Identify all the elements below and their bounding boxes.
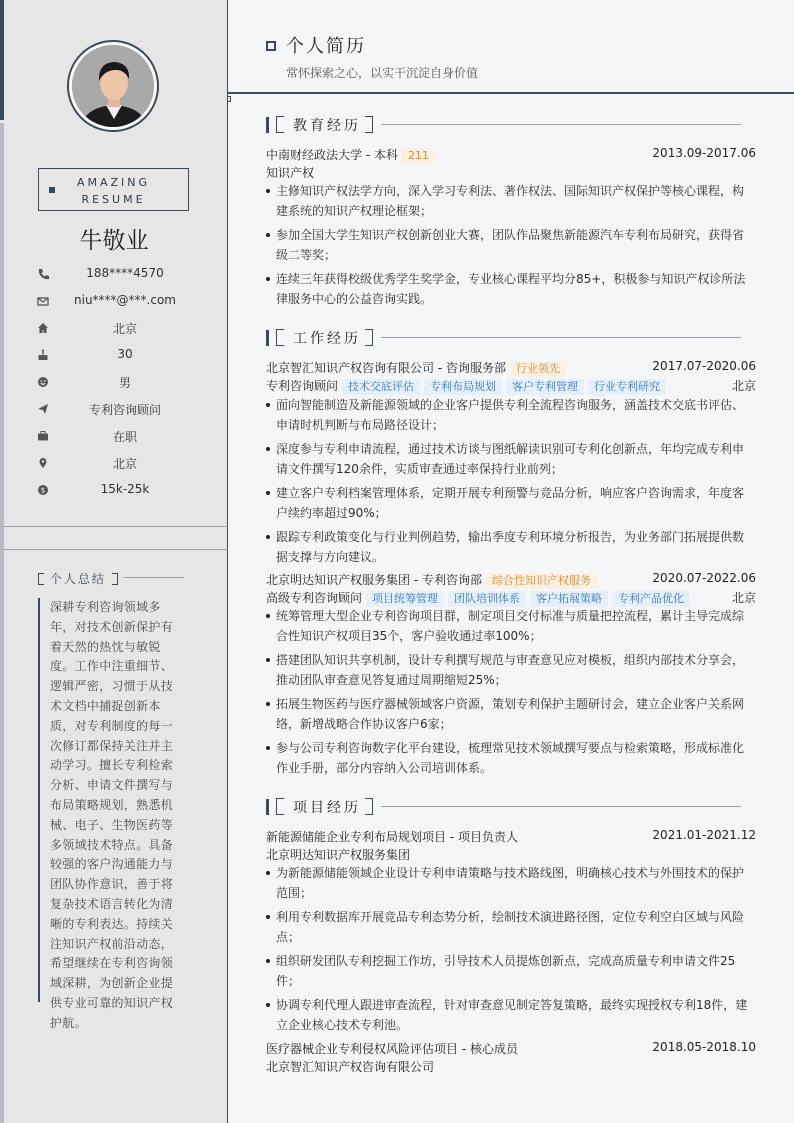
contact-info-row	[34, 373, 214, 393]
phone-icon	[37, 268, 49, 280]
bullet-item: 拓展生物医药与医疗器械领域客户资源，策划专利保护主题研讨会，建立企业客户关系网络，新增战略合作协议客户6家；	[266, 694, 750, 734]
summary-heading-text: 个人总结	[49, 572, 106, 586]
email-icon	[37, 295, 49, 307]
job-date: 2020.07-2022.06	[652, 571, 756, 585]
header-divider	[228, 92, 794, 94]
skill-tag: 专利布局规划	[424, 379, 502, 395]
job-role: 高级专利咨询顾问	[266, 591, 363, 605]
badge-line-2: RESUME	[81, 193, 146, 206]
sidebar	[0, 0, 228, 1123]
contact-info-text: 30	[117, 347, 133, 361]
project-date: 2021.01-2021.12	[652, 828, 756, 842]
resume-badge	[38, 168, 189, 211]
bullet-item: 建立客户专利档案管理体系，定期开展专利预警与竞品分析，响应客户咨询需求，年度客户续约率超过90%；	[266, 483, 750, 523]
sidebar-divider	[4, 549, 228, 550]
project-org: 北京明达知识产权服务集团	[266, 848, 411, 862]
bullet-item: 参与公司专利咨询数字化平台建设，梳理常见技术领域撰写要点与检索策略，形成标准化作业手册，部分内容纳入公司培训体系。	[266, 738, 750, 778]
skill-tag: 客户拓展策略	[530, 591, 608, 607]
section-title: 项目经历	[293, 800, 361, 816]
education-date: 2013.09-2017.06	[652, 146, 756, 160]
school-tag: 211	[402, 148, 435, 164]
contact-info-row	[34, 427, 214, 447]
company-name: 北京智汇知识产权咨询有限公司 - 咨询服务部	[266, 361, 506, 375]
section-heading	[266, 329, 756, 347]
sidebar-edge-strip	[0, 123, 4, 1123]
section-title: 教育经历	[293, 118, 361, 134]
contact-info-row	[34, 400, 214, 420]
project-org: 北京智汇知识产权咨询有限公司	[266, 1060, 435, 1074]
section-title: 工作经历	[293, 331, 361, 347]
project-name: 新能源储能企业专利布局规划项目 - 项目负责人	[266, 830, 518, 844]
summary-heading	[38, 570, 118, 587]
bullet-item: 跟踪专利政策变化与行业判例趋势，输出季度专利环境分析报告，为业务部门拓展提供数据支撑与方向建议。	[266, 527, 750, 567]
contact-info-row	[34, 265, 214, 285]
home-icon	[37, 322, 49, 334]
company-tag: 行业领先	[510, 361, 566, 377]
project-name: 医疗器械企业专利侵权风险评估项目 - 核心成员	[266, 1042, 518, 1056]
contact-info-row	[34, 319, 214, 339]
header-divider-marker	[227, 96, 231, 102]
job-role-row	[266, 589, 756, 607]
page-title-text: 个人简历	[286, 36, 366, 57]
section-heading	[266, 798, 756, 816]
salary-icon	[37, 484, 49, 496]
contact-info-row	[34, 292, 214, 312]
skill-tag: 专利产品优化	[612, 591, 690, 607]
summary-text: 深耕专利咨询领域多年，对技术创新保护有着天然的热忱与敏锐度。工作中注重细节、逻辑严密，习惯于从技术文档中捕捉创新本质，对专利制度的每一次修订都保持关注并主动学习。擅长专利检索分析、申请文件撰写与布局策略规划，熟悉机械、电子、生物医药等多领域技术特点。具备较强的客户沟通能力与团队协作意识，善于将复杂技术语言转化为清晰的专利表达。持续关注知识产权前沿动态，希望继续在专利咨询领域深耕，为创新企业提供专业可靠的知识产权护航。	[38, 598, 184, 1002]
project-date: 2018.05-2018.10	[652, 1040, 756, 1054]
job-location: 北京	[731, 379, 756, 393]
smile-icon	[37, 376, 49, 388]
major-row	[266, 164, 756, 182]
portrait-image	[72, 45, 154, 127]
job-location: 北京	[731, 591, 756, 605]
location-icon	[37, 457, 49, 469]
bullet-item: 主修知识产权法学方向，深入学习专利法、著作权法、国际知识产权保护等核心课程，构建系统的知识产权理论框架；	[266, 181, 750, 221]
job-role: 专利咨询顾问	[266, 379, 339, 393]
section-heading	[266, 116, 756, 134]
skill-tag: 客户专利管理	[506, 379, 584, 395]
skill-tag: 项目统筹管理	[366, 591, 444, 607]
job-header	[266, 359, 756, 377]
contact-info-text: 北京	[112, 322, 137, 336]
contact-info-text: 15k-25k	[100, 482, 150, 496]
contact-info-text: 专利咨询顾问	[88, 403, 161, 417]
contact-info-text: 北京	[112, 457, 137, 471]
bullet-item: 协调专利代理人跟进审查流程，针对审查意见制定答复策略，最终实现授权专利18件，建立企业核心技术专利池。	[266, 995, 750, 1035]
contact-info-row	[34, 346, 214, 366]
contact-info-text: 在职	[112, 430, 137, 444]
send-icon	[37, 403, 49, 415]
bullet-item: 统筹管理大型企业专利咨询项目群，制定项目交付标准与质量把控流程，累计主导完成综合性知识产权项目35个，客户验收通过率100%；	[266, 606, 750, 646]
bullet-item: 利用专利数据库开展竞品专利态势分析，绘制技术演进路径图，定位专利空白区域与风险点；	[266, 907, 750, 947]
skill-tag: 团队培训体系	[448, 591, 526, 607]
company-tag: 综合性知识产权服务	[486, 573, 597, 589]
job-header	[266, 571, 756, 589]
bullet-item: 组织研发团队专利挖掘工作坊，引导技术人员提炼创新点，完成高质量专利申请文件25件；	[266, 951, 750, 991]
major: 知识产权	[266, 166, 315, 180]
avatar	[67, 40, 159, 132]
contact-info-row	[34, 454, 214, 474]
education-row	[266, 146, 756, 164]
project-header	[266, 1040, 756, 1058]
job-role-row	[266, 377, 756, 395]
page-title	[266, 32, 366, 58]
project-org-row	[266, 1058, 756, 1076]
briefcase-icon	[37, 430, 49, 442]
contact-info-text: 188****4570	[86, 266, 164, 280]
bullet-item: 深度参与专利申请流程，通过技术访谈与图纸解读识别可专利化创新点，年均完成专利申请文件撰写120余件，实质审查通过率保持行业前列；	[266, 439, 750, 479]
bullet-item: 连续三年获得校级优秀学生奖学金，专业核心课程平均分85+，积极参与知识产权诊所法律服务中心的公益咨询实践。	[266, 269, 750, 309]
contact-info-row	[34, 481, 214, 501]
company-name: 北京明达知识产权服务集团 - 专利咨询部	[266, 573, 482, 587]
bullet-item: 面向智能制造及新能源领域的企业客户提供专利全流程咨询服务，涵盖技术交底书评估、申请时机判断与布局路径设计；	[266, 395, 750, 435]
sidebar-divider	[4, 526, 228, 527]
sidebar-edge-accent	[0, 0, 4, 120]
svg-text:$: $	[40, 486, 46, 495]
project-header	[266, 828, 756, 846]
candidate-name: 牛敬业	[79, 228, 149, 254]
bullet-item: 搭建团队知识共享机制，设计专利撰写规范与审查意见应对模板，组织内部技术分享会，推动团队审查意见答复通过周期缩短25%；	[266, 650, 750, 690]
skill-tag: 技术交底评估	[342, 379, 420, 395]
contact-info-text: 男	[118, 376, 131, 390]
badge-line-1: AMAZING	[76, 176, 151, 189]
skill-tag: 行业专利研究	[588, 379, 666, 395]
project-org-row	[266, 846, 756, 864]
page-subtitle: 常怀探索之心，以实干沉淀自身价值	[286, 66, 479, 80]
bullet-item: 参加全国大学生知识产权创新创业大赛，团队作品聚焦新能源汽车专利布局研究，获得省级二等奖；	[266, 225, 750, 265]
cake-icon	[37, 349, 49, 361]
square-icon	[266, 41, 276, 51]
job-date: 2017.07-2020.06	[652, 359, 756, 373]
bullet-item: 为新能源储能领域企业设计专利申请策略与技术路线图，明确核心技术与外围技术的保护范围；	[266, 863, 750, 903]
contact-info-text: niu****@***.com	[74, 293, 176, 307]
summary-heading-line	[124, 577, 184, 578]
school-name: 中南财经政法大学 - 本科	[266, 148, 398, 162]
